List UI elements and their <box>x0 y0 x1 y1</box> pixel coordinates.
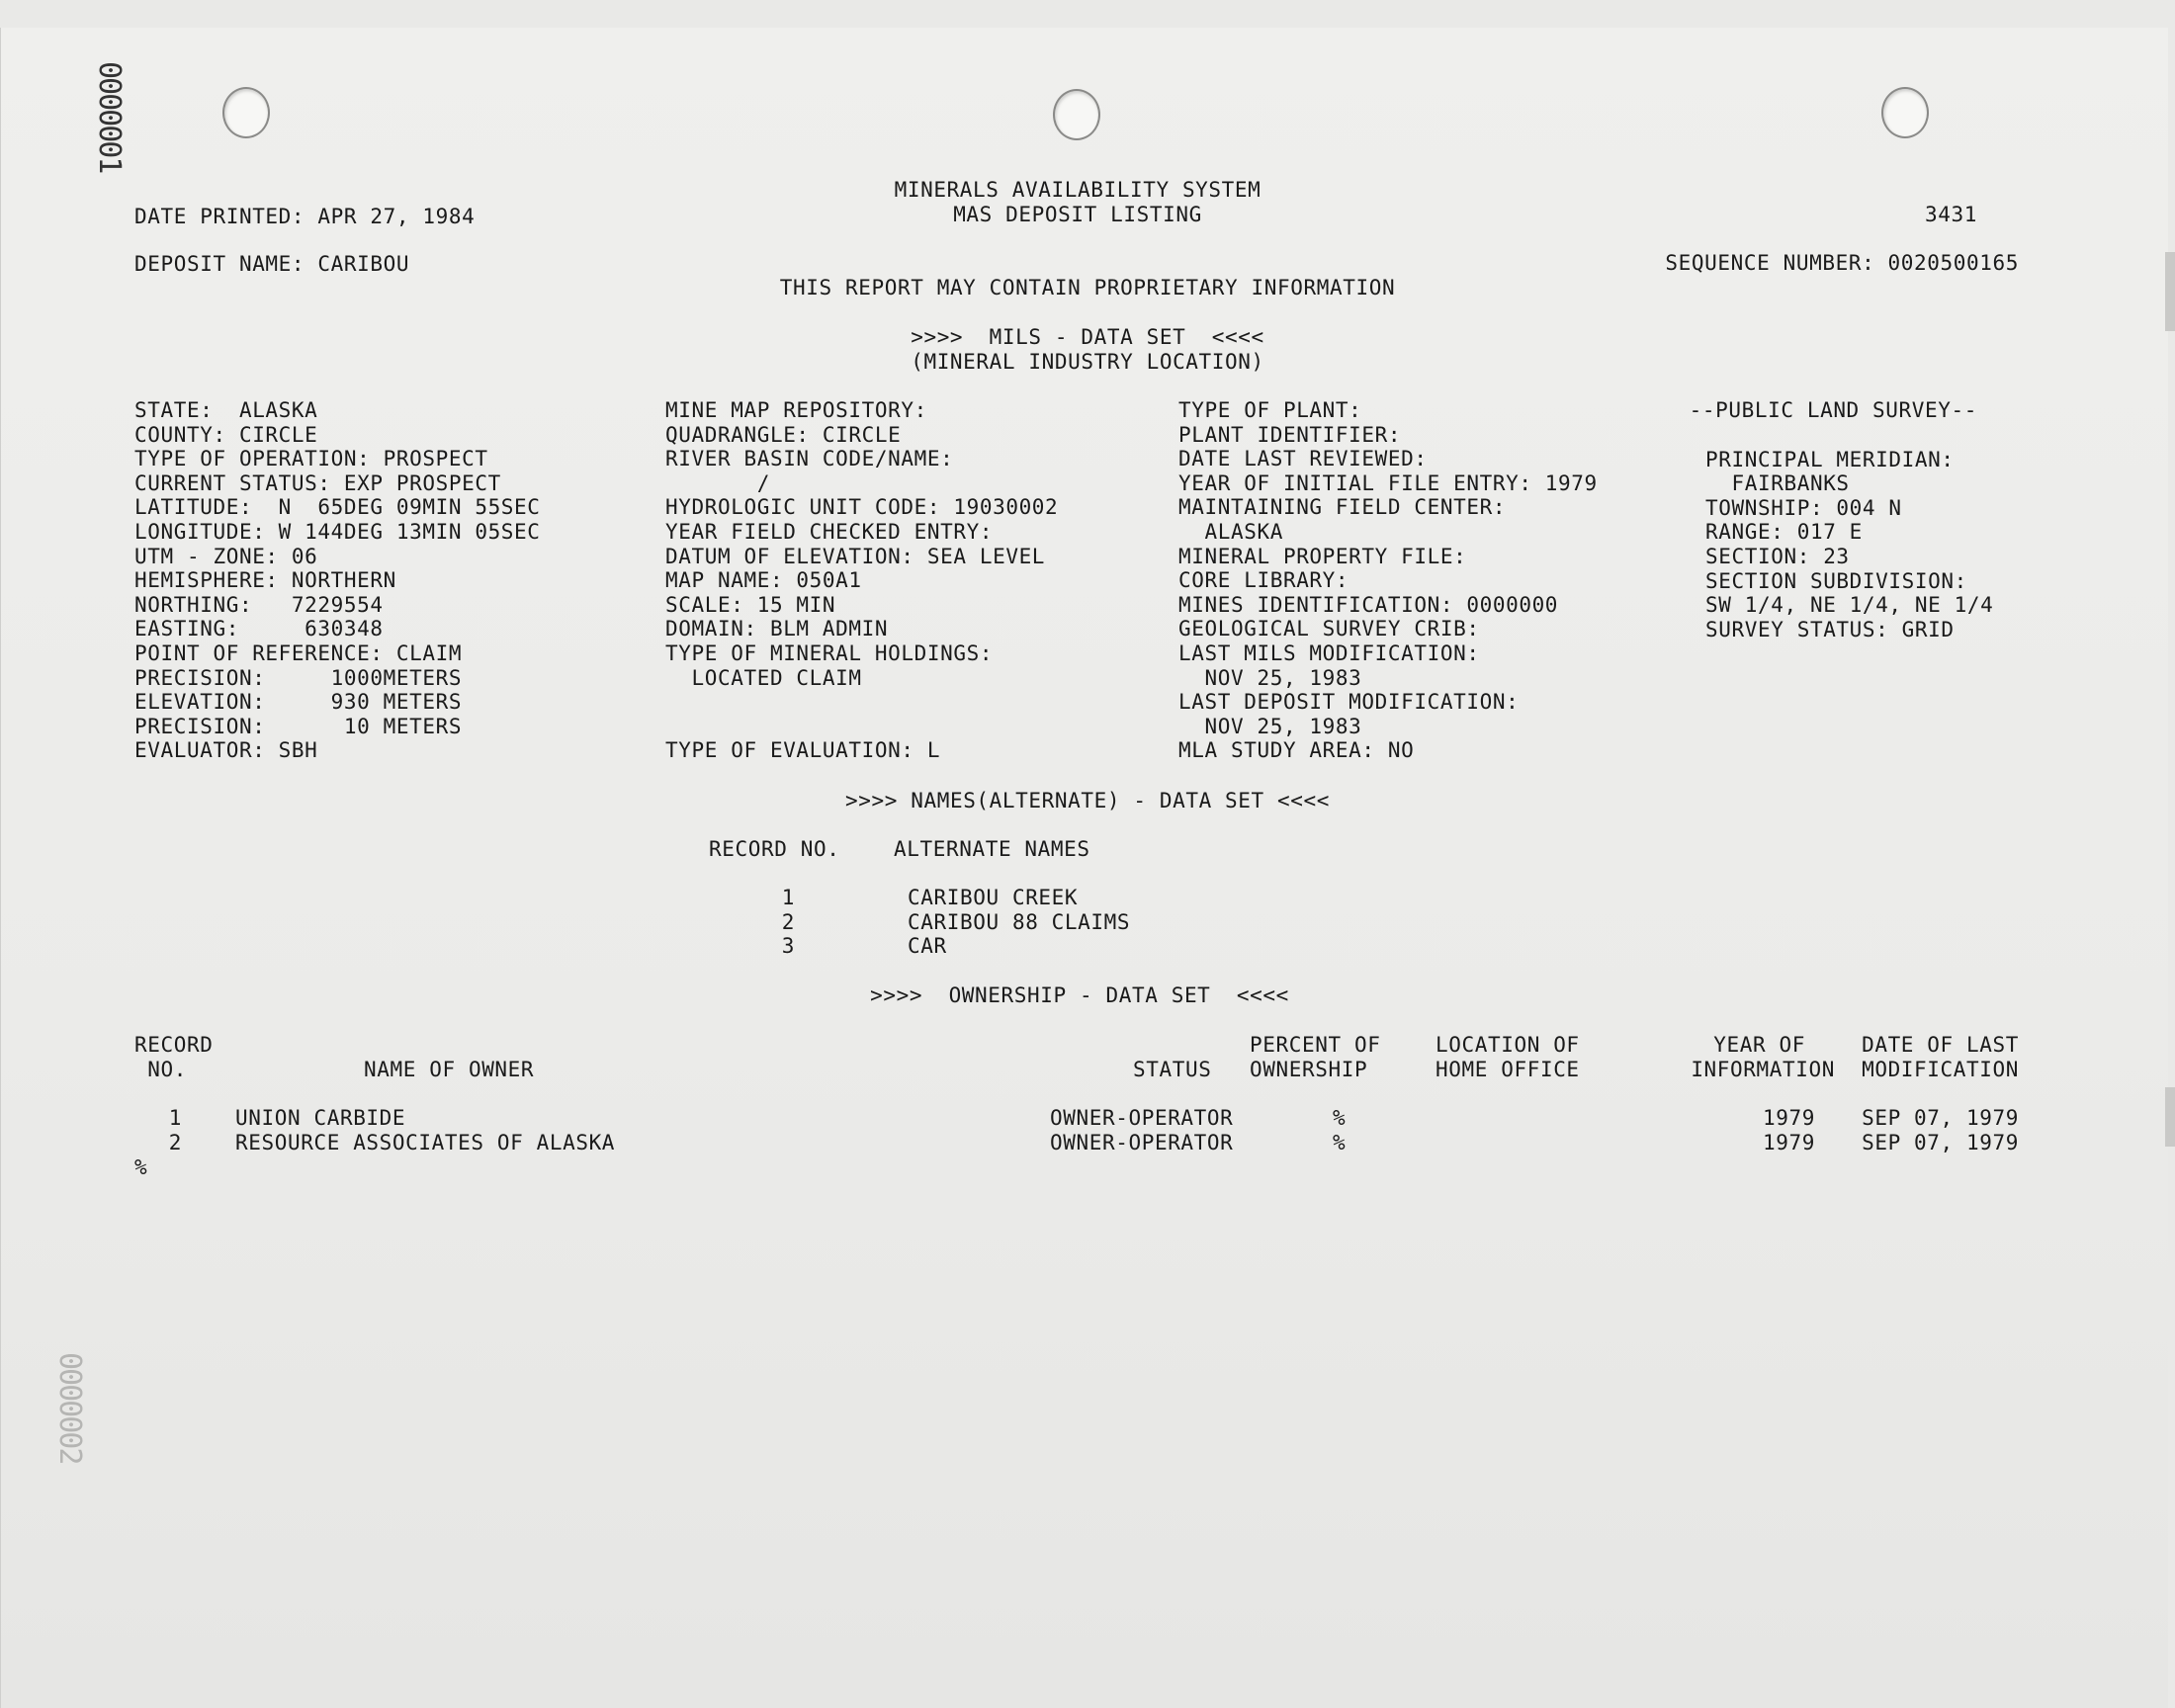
land-survey-field: FAIRBANKS <box>1705 471 1850 496</box>
punch-hole-center <box>1053 89 1100 140</box>
location-field: CURRENT STATUS: EXP PROSPECT <box>134 470 501 495</box>
location-field: ELEVATION: 930 METERS <box>134 690 463 715</box>
ownership-header-date: DATE OF LAST <box>1862 1033 2019 1057</box>
owner-status: OWNER-OPERATOR <box>1050 1130 1234 1154</box>
page-number: 3431 <box>1925 203 1977 226</box>
file-field: DATE LAST REVIEWED: <box>1178 447 1428 471</box>
proprietary-notice: THIS REPORT MAY CONTAIN PROPRIETARY INFORMATION <box>779 276 1396 299</box>
mils-section-title: >>>> MILS - DATA SET <<<< <box>911 325 1264 349</box>
location-field: COUNTY: CIRCLE <box>134 422 318 447</box>
ownership-header-date-2: MODIFICATION <box>1862 1058 2019 1081</box>
ownership-header-percent: PERCENT OF <box>1250 1033 1381 1057</box>
location-field: UTM - ZONE: 06 <box>134 544 318 568</box>
land-survey-field: PRINCIPAL MERIDIAN: <box>1705 447 1955 471</box>
owner-last-modification: SEP 07, 1979 <box>1862 1130 2019 1154</box>
system-title: MINERALS AVAILABILITY SYSTEM <box>894 178 1262 202</box>
map-field: QUADRANGLE: CIRCLE <box>665 422 902 447</box>
owner-record-no: 2 <box>168 1130 182 1154</box>
map-field: HYDROLOGIC UNIT CODE: 19030002 <box>665 495 1059 520</box>
alternate-name-record-no: 3 <box>781 934 795 959</box>
sequence-number: SEQUENCE NUMBER: 0020500165 <box>1665 251 2019 275</box>
film-frame-number-top: 0000001 <box>92 61 127 173</box>
names-record-header: RECORD NO. <box>709 837 840 861</box>
date-printed: DATE PRINTED: APR 27, 1984 <box>134 205 476 228</box>
alternate-name-record-no: 1 <box>781 886 795 909</box>
location-field: POINT OF REFERENCE: CLAIM <box>134 641 463 665</box>
location-field: STATE: ALASKA <box>134 398 318 422</box>
punch-hole-left <box>222 87 270 138</box>
map-field: YEAR FIELD CHECKED ENTRY: <box>665 520 994 544</box>
land-survey-field: SURVEY STATUS: GRID <box>1705 617 1955 641</box>
land-survey-field: TOWNSHIP: 004 N <box>1705 495 1902 520</box>
file-field: PLANT IDENTIFIER: <box>1178 422 1402 447</box>
public-land-survey-title: --PUBLIC LAND SURVEY-- <box>1689 398 1977 422</box>
file-field: MLA STUDY AREA: NO <box>1178 738 1415 763</box>
owner-record-no: 1 <box>168 1106 182 1130</box>
sheet-edge-mark <box>2165 252 2175 331</box>
file-field: GEOLOGICAL SURVEY CRIB: <box>1178 617 1480 641</box>
land-survey-field: SECTION: 23 <box>1705 545 1850 568</box>
owner-last-modification: SEP 07, 1979 <box>1862 1106 2019 1130</box>
map-field: DOMAIN: BLM ADMIN <box>665 617 889 641</box>
location-field: EASTING: 630348 <box>134 617 384 641</box>
map-field: RIVER BASIN CODE/NAME: <box>665 447 954 471</box>
file-field: LAST MILS MODIFICATION: <box>1178 641 1480 665</box>
map-field: SCALE: 15 MIN <box>665 592 836 617</box>
file-field: LAST DEPOSIT MODIFICATION: <box>1178 690 1520 715</box>
listing-title: MAS DEPOSIT LISTING <box>953 203 1202 226</box>
location-field: EVALUATOR: SBH <box>134 738 318 763</box>
sheet-edge-mark <box>2165 1087 2175 1147</box>
film-frame-number-bottom: 0000002 <box>52 1352 87 1464</box>
file-field: ALASKA <box>1178 520 1283 544</box>
map-field: MINE MAP REPOSITORY: <box>665 398 927 422</box>
owner-name: UNION CARBIDE <box>235 1106 406 1130</box>
owner-year: 1979 <box>1763 1106 1815 1130</box>
ownership-header-record: RECORD <box>134 1033 214 1057</box>
alternate-name: CARIBOU 88 CLAIMS <box>908 909 1131 934</box>
file-field: CORE LIBRARY: <box>1178 568 1349 593</box>
ownership-header-status: STATUS <box>1133 1058 1212 1081</box>
land-survey-field: SW 1/4, NE 1/4, NE 1/4 <box>1705 593 1994 618</box>
location-field: TYPE OF OPERATION: PROSPECT <box>134 447 488 471</box>
ownership-header-location-2: HOME OFFICE <box>1436 1058 1580 1081</box>
alternate-name-record-no: 2 <box>781 909 795 934</box>
file-field: MAINTAINING FIELD CENTER: <box>1178 495 1507 520</box>
land-survey-field: SECTION SUBDIVISION: <box>1705 568 1967 593</box>
deposit-name: DEPOSIT NAME: CARIBOU <box>134 252 410 276</box>
location-field: NORTHING: 7229554 <box>134 592 384 617</box>
owner-name: RESOURCE ASSOCIATES OF ALASKA <box>235 1130 616 1154</box>
map-field: DATUM OF ELEVATION: SEA LEVEL <box>665 544 1046 568</box>
ownership-section-title: >>>> OWNERSHIP - DATA SET <<<< <box>870 983 1289 1007</box>
alternate-name: CAR <box>908 934 947 959</box>
footer-mark: % <box>134 1155 148 1179</box>
file-field: YEAR OF INITIAL FILE ENTRY: 1979 <box>1178 470 1598 495</box>
names-alternate-header: ALTERNATE NAMES <box>894 837 1090 861</box>
map-field: TYPE OF EVALUATION: L <box>665 738 941 763</box>
map-field: TYPE OF MINERAL HOLDINGS: <box>665 641 994 665</box>
owner-year: 1979 <box>1763 1130 1815 1154</box>
names-section-title: >>>> NAMES(ALTERNATE) - DATA SET <<<< <box>845 789 1330 812</box>
ownership-header-year-2: INFORMATION <box>1691 1058 1835 1081</box>
ownership-header-no: NO. <box>134 1058 187 1081</box>
ownership-header-location: LOCATION OF <box>1436 1033 1580 1057</box>
map-field: / <box>665 470 770 495</box>
file-field: MINES IDENTIFICATION: 0000000 <box>1178 592 1559 617</box>
owner-percent: % <box>1333 1130 1347 1154</box>
ownership-header-owner: NAME OF OWNER <box>364 1058 535 1081</box>
location-field: HEMISPHERE: NORTHERN <box>134 568 396 593</box>
punch-hole-right <box>1881 87 1929 138</box>
file-field: MINERAL PROPERTY FILE: <box>1178 544 1467 568</box>
owner-status: OWNER-OPERATOR <box>1050 1106 1234 1130</box>
file-field: NOV 25, 1983 <box>1178 665 1362 690</box>
land-survey-field: RANGE: 017 E <box>1705 520 1863 545</box>
alternate-name: CARIBOU CREEK <box>908 886 1079 909</box>
location-field: PRECISION: 1000METERS <box>134 665 463 690</box>
map-field: LOCATED CLAIM <box>665 665 862 690</box>
file-field: TYPE OF PLANT: <box>1178 398 1362 422</box>
map-field: MAP NAME: 050A1 <box>665 568 862 593</box>
location-field: LATITUDE: N 65DEG 09MIN 55SEC <box>134 495 541 520</box>
owner-percent: % <box>1333 1106 1347 1130</box>
location-field: LONGITUDE: W 144DEG 13MIN 05SEC <box>134 520 541 544</box>
ownership-header-year: YEAR OF <box>1713 1033 1805 1057</box>
location-field: PRECISION: 10 METERS <box>134 714 463 738</box>
ownership-header-percent-2: OWNERSHIP <box>1250 1058 1368 1081</box>
file-field: NOV 25, 1983 <box>1178 714 1362 738</box>
mils-section-subtitle: (MINERAL INDUSTRY LOCATION) <box>911 350 1264 374</box>
